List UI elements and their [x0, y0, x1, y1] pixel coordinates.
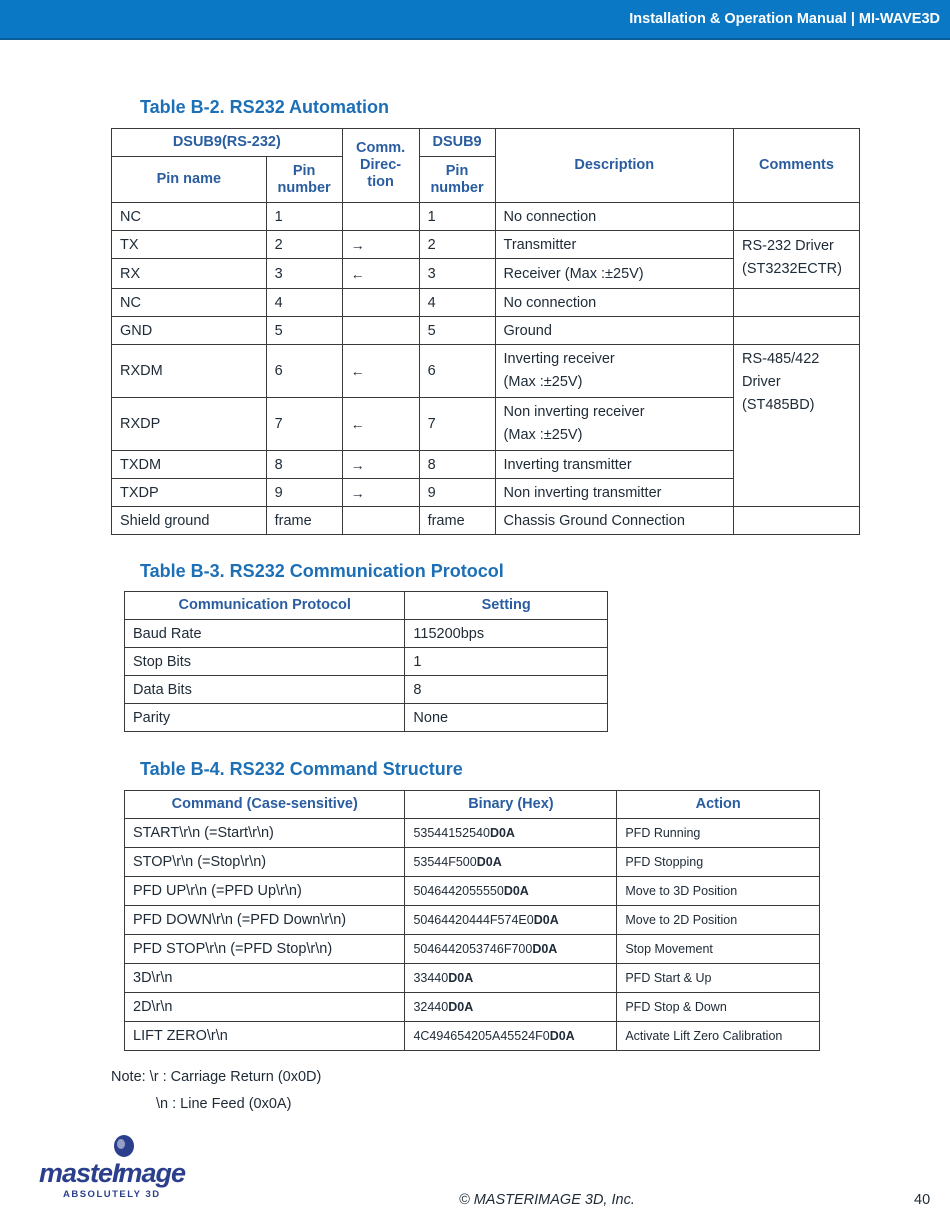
comments-rs232-driver: RS-232 Driver (ST3232ECTR) — [733, 231, 859, 289]
binary-hex-cell: 53544152540D0A — [405, 819, 617, 848]
header-comm-direction: Comm. Direc-tion — [342, 129, 419, 203]
description-cell: No connection — [495, 289, 733, 317]
pin-name-cell: NC — [112, 289, 267, 317]
description-cell: Inverting receiver (Max :±25V) — [495, 345, 733, 398]
table-row — [125, 906, 820, 935]
direction-arrow-cell: → — [342, 451, 419, 479]
pin-number-2-cell: 4 — [419, 289, 495, 317]
setting-cell: None — [405, 704, 608, 732]
pin-number-cell: 3 — [266, 259, 342, 289]
pin-name-cell: GND — [112, 317, 267, 345]
table-row — [125, 877, 820, 906]
table-row — [125, 964, 820, 993]
command-cell: PFD UP\r\n (=PFD Up\r\n) — [125, 877, 405, 906]
binary-hex-cell: 5046442053746F700D0A — [405, 935, 617, 964]
header-setting: Setting — [405, 592, 608, 620]
pin-number-cell: 6 — [266, 345, 342, 398]
header-binary-hex: Binary (Hex) — [405, 791, 617, 819]
page-number: 40 — [914, 1192, 931, 1208]
direction-arrow-cell: → — [342, 231, 419, 259]
description-cell: Non inverting transmitter — [495, 479, 733, 507]
svg-text:master: master — [39, 1158, 122, 1188]
description-cell: No connection — [495, 203, 733, 231]
binary-hex-cell: 5046442055550D0A — [405, 877, 617, 906]
comments-cell — [733, 317, 859, 345]
pin-number-2-cell: 8 — [419, 451, 495, 479]
protocol-cell: Stop Bits — [125, 648, 405, 676]
header-pin-number-2: Pin number — [419, 157, 495, 203]
binary-hex-cell: 32440D0A — [405, 993, 617, 1022]
action-cell: PFD Stopping — [617, 848, 820, 877]
direction-arrow-cell: ← — [342, 259, 419, 289]
header-dsub9-rs232: DSUB9(RS-232) — [112, 129, 343, 157]
svg-text:ABSOLUTELY 3D: ABSOLUTELY 3D — [63, 1189, 161, 1200]
table-row — [112, 231, 860, 259]
command-cell: START\r\n (=Start\r\n) — [125, 819, 405, 848]
pin-number-cell: frame — [266, 507, 342, 535]
binary-hex-cell: 53544F500D0A — [405, 848, 617, 877]
action-cell: Move to 2D Position — [617, 906, 820, 935]
note-line-feed: \n : Line Feed (0x0A) — [156, 1096, 292, 1112]
table-row — [125, 935, 820, 964]
table-row — [112, 289, 860, 317]
action-cell: Move to 3D Position — [617, 877, 820, 906]
pin-number-cell: 9 — [266, 479, 342, 507]
pin-number-2-cell: 1 — [419, 203, 495, 231]
header-pin-name: Pin name — [112, 157, 267, 203]
pin-name-cell: RX — [112, 259, 267, 289]
direction-arrow-cell: → — [342, 479, 419, 507]
pin-number-cell: 8 — [266, 451, 342, 479]
header-comments: Comments — [733, 129, 859, 203]
table-row — [125, 819, 820, 848]
setting-cell: 8 — [405, 676, 608, 704]
pin-name-cell: RXDM — [112, 345, 267, 398]
table-row — [112, 345, 860, 398]
pin-name-cell: TX — [112, 231, 267, 259]
direction-arrow-cell — [342, 289, 419, 317]
header-pin-number: Pin number — [266, 157, 342, 203]
svg-text:Image: Image — [112, 1158, 186, 1188]
table-row — [125, 848, 820, 877]
pin-number-2-cell: 9 — [419, 479, 495, 507]
note-carriage-return: Note: \r : Carriage Return (0x0D) — [111, 1069, 322, 1085]
table-row — [112, 317, 860, 345]
pin-number-2-cell: 7 — [419, 398, 495, 451]
pin-number-2-cell: 6 — [419, 345, 495, 398]
binary-hex-cell: 33440D0A — [405, 964, 617, 993]
pin-number-cell: 5 — [266, 317, 342, 345]
command-cell: PFD DOWN\r\n (=PFD Down\r\n) — [125, 906, 405, 935]
protocol-cell: Data Bits — [125, 676, 405, 704]
table-row — [125, 620, 608, 648]
header-communication-protocol: Communication Protocol — [125, 592, 405, 620]
pin-number-2-cell: 5 — [419, 317, 495, 345]
description-cell: Receiver (Max :±25V) — [495, 259, 733, 289]
comments-cell — [733, 289, 859, 317]
command-cell: 2D\r\n — [125, 993, 405, 1022]
comments-rs485-driver: RS-485/422 Driver (ST485BD) — [733, 345, 859, 507]
table-row — [125, 1022, 820, 1051]
description-cell: Inverting transmitter — [495, 451, 733, 479]
header-description: Description — [495, 129, 733, 203]
header-dsub9: DSUB9 — [419, 129, 495, 157]
protocol-cell: Baud Rate — [125, 620, 405, 648]
pin-number-2-cell: frame — [419, 507, 495, 535]
header-command: Command (Case-sensitive) — [125, 791, 405, 819]
action-cell: PFD Running — [617, 819, 820, 848]
table-row — [112, 507, 860, 535]
action-cell: PFD Stop & Down — [617, 993, 820, 1022]
description-cell: Transmitter — [495, 231, 733, 259]
binary-hex-cell: 50464420444F574E0D0A — [405, 906, 617, 935]
command-cell: STOP\r\n (=Stop\r\n) — [125, 848, 405, 877]
pin-name-cell: TXDP — [112, 479, 267, 507]
action-cell: PFD Start & Up — [617, 964, 820, 993]
action-cell: Stop Movement — [617, 935, 820, 964]
pin-number-cell: 4 — [266, 289, 342, 317]
protocol-cell: Parity — [125, 704, 405, 732]
pin-number-2-cell: 3 — [419, 259, 495, 289]
command-cell: LIFT ZERO\r\n — [125, 1022, 405, 1051]
masterimage-logo — [38, 1134, 188, 1200]
comments-cell — [733, 203, 859, 231]
command-structure-table — [124, 790, 820, 1051]
table-row — [125, 676, 608, 704]
table-b2-title: Table B-2. RS232 Automation — [140, 97, 390, 117]
table-row — [125, 704, 608, 732]
table-row — [125, 648, 608, 676]
description-cell: Ground — [495, 317, 733, 345]
command-cell: 3D\r\n — [125, 964, 405, 993]
header-bar — [0, 0, 950, 40]
setting-cell: 1 — [405, 648, 608, 676]
direction-arrow-cell: ← — [342, 398, 419, 451]
setting-cell: 115200bps — [405, 620, 608, 648]
description-cell: Chassis Ground Connection — [495, 507, 733, 535]
pin-number-cell: 7 — [266, 398, 342, 451]
header-action: Action — [617, 791, 820, 819]
direction-arrow-cell — [342, 507, 419, 535]
comments-cell — [733, 507, 859, 535]
pin-number-cell: 1 — [266, 203, 342, 231]
pin-name-cell: RXDP — [112, 398, 267, 451]
command-cell: PFD STOP\r\n (=PFD Stop\r\n) — [125, 935, 405, 964]
table-b4-title: Table B-4. RS232 Command Structure — [140, 759, 463, 779]
direction-arrow-cell — [342, 203, 419, 231]
description-cell: Non inverting receiver (Max :±25V) — [495, 398, 733, 451]
table-row — [112, 203, 860, 231]
direction-arrow-cell — [342, 317, 419, 345]
table-row — [125, 993, 820, 1022]
footer-copyright: © MASTERIMAGE 3D, Inc. — [459, 1192, 635, 1208]
direction-arrow-cell: ← — [342, 345, 419, 398]
document-header-title: Installation & Operation Manual | MI-WAVE3D — [629, 11, 940, 27]
action-cell: Activate Lift Zero Calibration — [617, 1022, 820, 1051]
pin-name-cell: TXDM — [112, 451, 267, 479]
pin-number-2-cell: 2 — [419, 231, 495, 259]
binary-hex-cell: 4C494654205A45524F0D0A — [405, 1022, 617, 1051]
pin-name-cell: Shield ground — [112, 507, 267, 535]
pin-number-cell: 2 — [266, 231, 342, 259]
table-b3-title: Table B-3. RS232 Communication Protocol — [140, 561, 504, 581]
rs232-automation-table — [111, 128, 860, 535]
communication-protocol-table — [124, 591, 608, 732]
pin-name-cell: NC — [112, 203, 267, 231]
